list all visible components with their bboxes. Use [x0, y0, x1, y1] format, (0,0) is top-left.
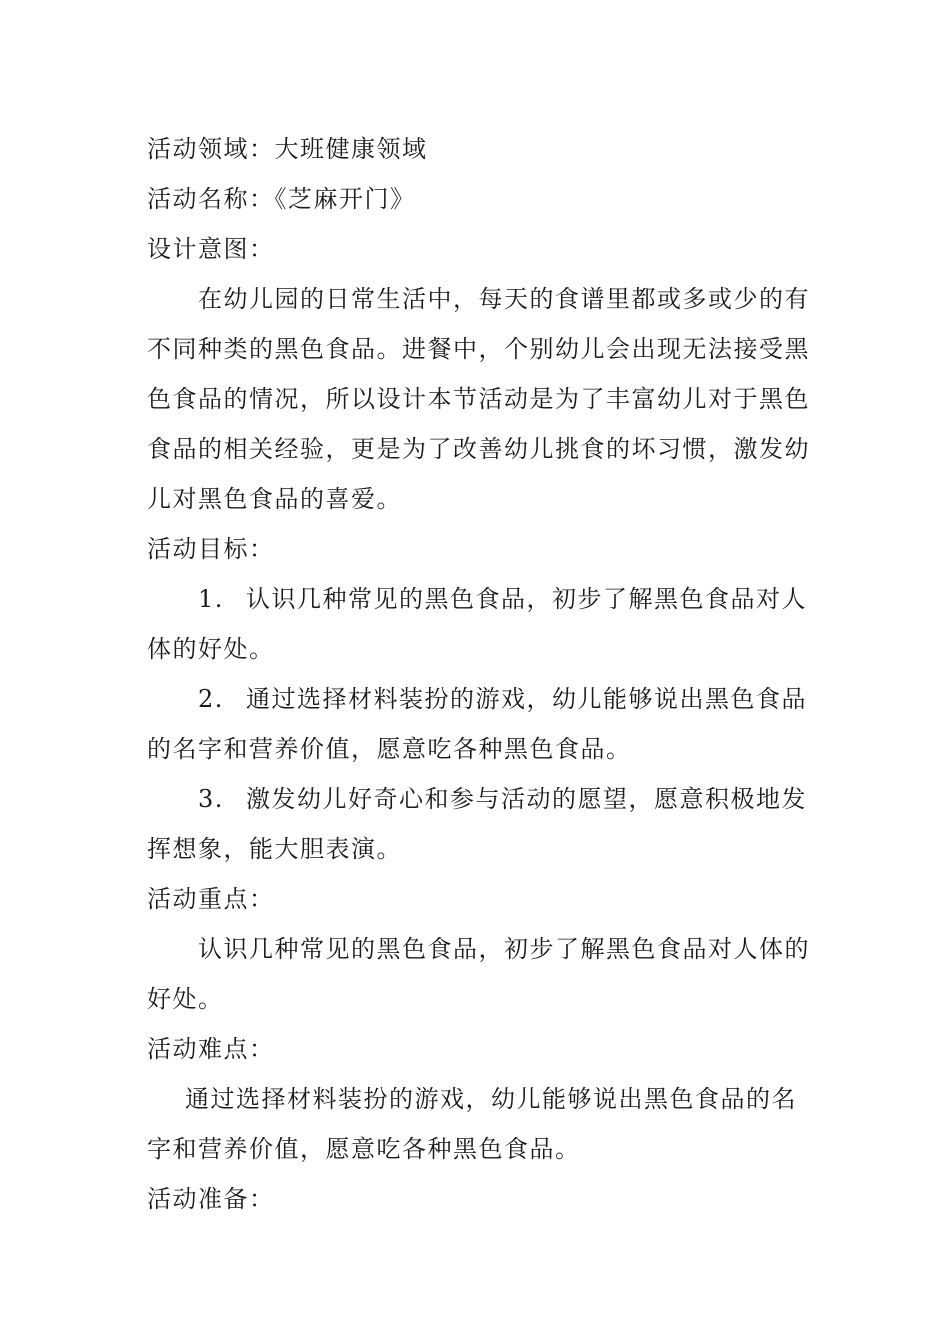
goal-item-1 — [198, 583, 807, 615]
key-point-heading: 活动重点： — [147, 885, 275, 913]
goal-text: 认识几种常见的黑色食品，初步了解黑色食品对人 — [246, 585, 807, 613]
difficulty-heading: 活动难点： — [147, 1035, 275, 1063]
goal-item-3-cont: 挥想象，能大胆表演。 — [147, 835, 402, 863]
goal-item-1-cont: 体的好处。 — [147, 635, 275, 663]
prep-heading: 活动准备： — [147, 1185, 275, 1213]
activity-domain: 活动领域：大班健康领域 — [147, 135, 428, 163]
goals-heading: 活动目标： — [147, 535, 275, 563]
goal-item-2-cont: 的名字和营养价值，愿意吃各种黑色食品。 — [147, 735, 632, 763]
goal-text: 通过选择材料装扮的游戏，幼儿能够说出黑色食品 — [246, 685, 807, 713]
difficulty-line: 字和营养价值，愿意吃各种黑色食品。 — [147, 1135, 581, 1163]
goal-item-3 — [198, 783, 807, 815]
key-point-line: 好处。 — [147, 985, 224, 1013]
activity-name: 活动名称：《芝麻开门》 — [147, 185, 416, 213]
design-paragraph-line: 色食品的情况，所以设计本节活动是为了丰富幼儿对于黑色 — [147, 385, 810, 413]
goal-number: 1. — [198, 585, 224, 613]
design-heading: 设计意图： — [147, 235, 275, 263]
design-paragraph-line: 在幼儿园的日常生活中，每天的食谱里都或多或少的有 — [198, 285, 810, 313]
design-paragraph-line: 不同种类的黑色食品。进餐中，个别幼儿会出现无法接受黑 — [147, 335, 810, 363]
goal-number: 2. — [198, 685, 224, 713]
goal-number: 3. — [198, 785, 224, 813]
difficulty-line: 通过选择材料装扮的游戏，幼儿能够说出黑色食品的名 — [185, 1085, 797, 1113]
key-point-line: 认识几种常见的黑色食品，初步了解黑色食品对人体的 — [198, 935, 810, 963]
design-paragraph-line: 食品的相关经验，更是为了改善幼儿挑食的坏习惯，激发幼 — [147, 435, 810, 463]
goal-text: 激发幼儿好奇心和参与活动的愿望，愿意积极地发 — [246, 785, 807, 813]
design-paragraph-line: 儿对黑色食品的喜爱。 — [147, 485, 402, 513]
goal-item-2 — [198, 683, 807, 715]
